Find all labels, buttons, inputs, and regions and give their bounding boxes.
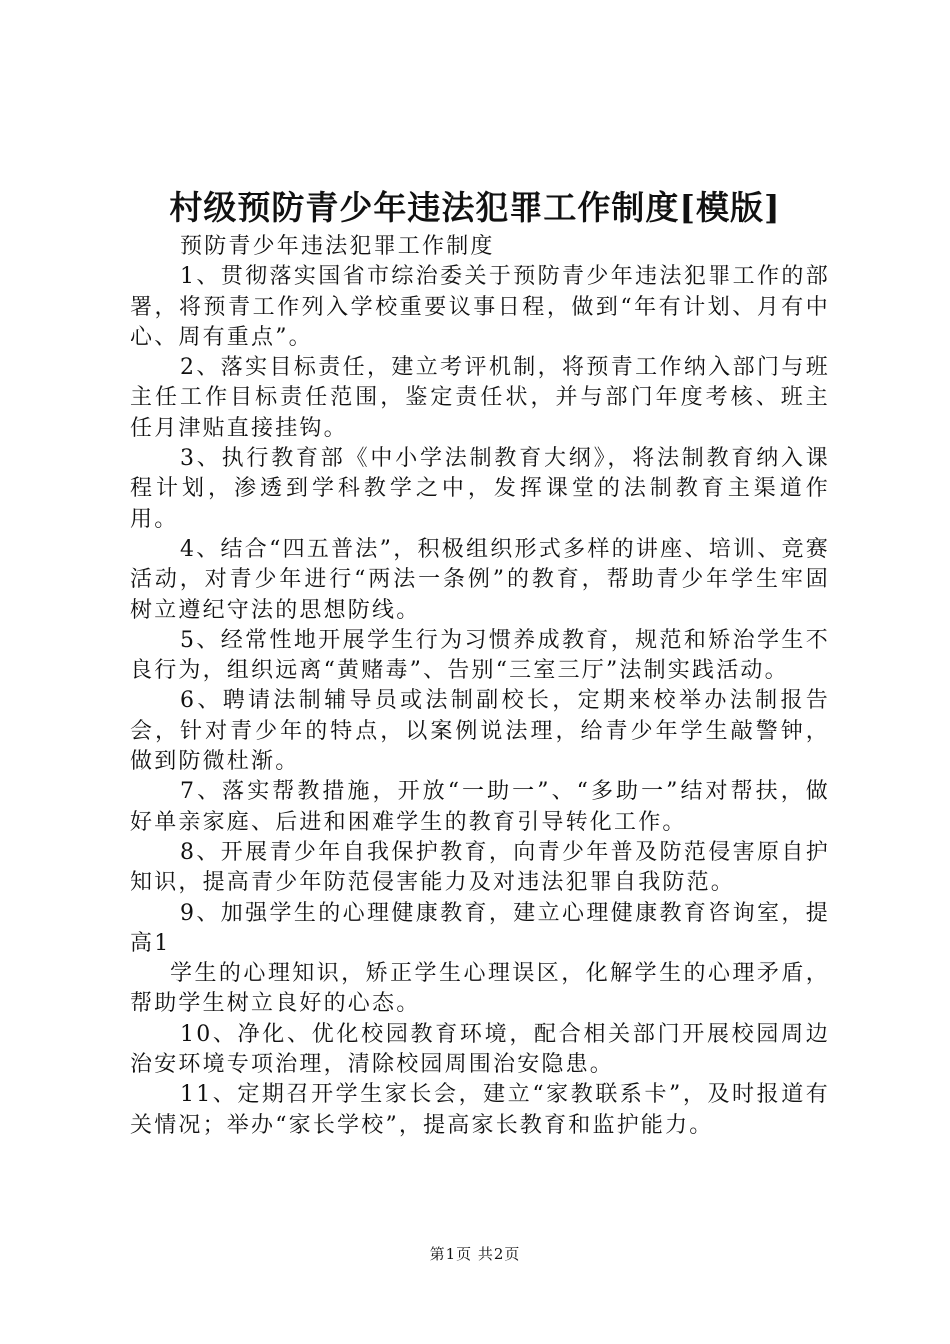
paragraph-8: 8、开展青少年自我保护教育，向青少年普及防范侵害原自护知识，提高青少年防范侵害能力及对违法犯罪自我防范。 [130, 839, 830, 896]
paragraph-1: 1、贯彻落实国省市综治委关于预防青少年违法犯罪工作的部署，将预青工作列入学校重要议事日程，做到“年有计划、月有中心、周有重点”。 [130, 264, 830, 350]
paragraph-10: 10、净化、优化校园教育环境，配合相关部门开展校园周边治安环境专项治理，清除校园周围治安隐患。 [130, 1021, 830, 1078]
paragraph-3: 3、执行教育部《中小学法制教育大纲》，将法制教育纳入课程计划，渗透到学科教学之中，发挥课堂的法制教育主渠道作用。 [130, 446, 830, 532]
paragraph-5: 5、经常性地开展学生行为习惯养成教育，规范和矫治学生不良行为，组织远离“黄赌毒”、告别“三室三厅”法制实践活动。 [130, 627, 830, 684]
paragraph-9: 9、加强学生的心理健康教育，建立心理健康教育咨询室，提高1 [130, 900, 830, 956]
document-title: 村级预防青少年违法犯罪工作制度[模版] [169, 188, 781, 227]
document-subtitle: 预防青少年违法犯罪工作制度 [180, 234, 495, 259]
paragraph-4: 4、结合“四五普法”，积极组织形式多样的讲座、培训、竞赛活动，对青少年进行“两法一条例”的教育，帮助青少年学生牢固树立遵纪守法的思想防线。 [130, 536, 830, 623]
paragraph-9-continued: 学生的心理知识，矫正学生心理误区，化解学生的心理矛盾，帮助学生树立良好的心态。 [130, 961, 830, 1017]
paragraph-7: 7、落实帮教措施，开放“一助一”、“多助一”结对帮扶，做好单亲家庭、后进和困难学生的教育引导转化工作。 [130, 779, 830, 835]
document-body [130, 232, 830, 1141]
paragraph-6: 6、聘请法制辅导员或法制副校长，定期来校举办法制报告会，针对青少年的特点，以案例说法理，给青少年学生敲警钟，做到防微杜渐。 [130, 688, 830, 775]
paragraph-2: 2、落实目标责任，建立考评机制，将预青工作纳入部门与班主任工作目标责任范围，鉴定责任状，并与部门年度考核、班主任月津贴直接挂钩。 [130, 355, 830, 441]
paragraph-11: 11、定期召开学生家长会，建立“家教联系卡”，及时报道有关情况；举办“家长学校”，提高家长教育和监护能力。 [130, 1082, 830, 1138]
page-footer: 第1页 共2页 [429, 1245, 521, 1263]
